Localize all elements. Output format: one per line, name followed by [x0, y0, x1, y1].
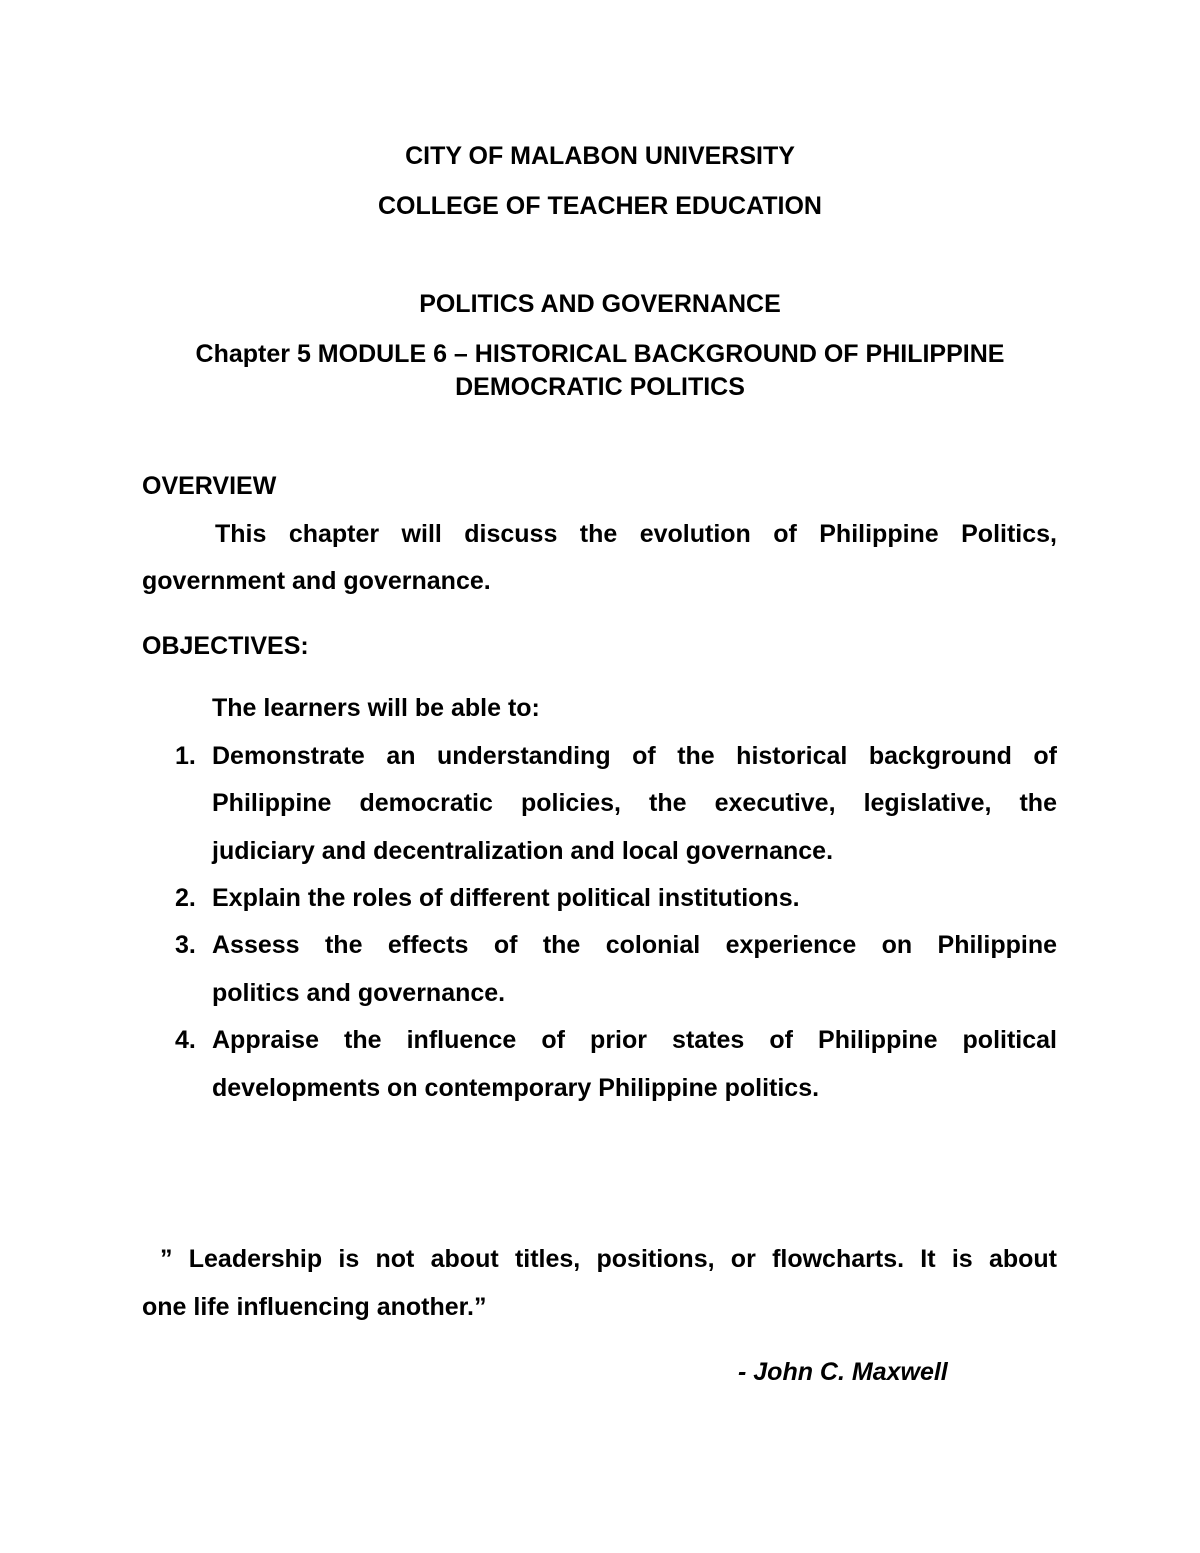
college-name: COLLEGE OF TEACHER EDUCATION: [378, 192, 822, 220]
objectives-intro: The learners will be able to:: [212, 694, 540, 722]
quote-line1: ” Leadership is not about titles, positions, or flowcharts. It is about: [160, 1245, 1057, 1273]
objective-line: judiciary and decentralization and local governance.: [212, 837, 834, 865]
chapter-title-line1: Chapter 5 MODULE 6 – HISTORICAL BACKGROUND OF PHILIPPINE: [195, 340, 1005, 368]
objective-line: Philippine democratic policies, the executive, legislative, the: [212, 789, 1057, 817]
university-name: CITY OF MALABON UNIVERSITY: [405, 142, 795, 170]
objective-number: 3.: [175, 931, 196, 959]
objective-line: developments on contemporary Philippine politics.: [212, 1074, 820, 1102]
overview-text-line2: government and governance.: [142, 567, 491, 595]
objective-line: Demonstrate an understanding of the historical background of: [212, 742, 1057, 770]
objectives-heading: OBJECTIVES:: [142, 632, 309, 660]
objective-number: 1.: [175, 742, 196, 770]
overview-heading: OVERVIEW: [142, 472, 277, 500]
objective-number: 4.: [175, 1026, 196, 1054]
objective-number: 2.: [175, 884, 196, 912]
objective-line: Explain the roles of different political institutions.: [212, 884, 800, 912]
chapter-title-line2: DEMOCRATIC POLITICS: [455, 373, 745, 401]
quote-author: - John C. Maxwell: [738, 1358, 948, 1386]
objective-line: Appraise the influence of prior states of Philippine political: [212, 1026, 1057, 1054]
course-title: POLITICS AND GOVERNANCE: [419, 290, 781, 318]
overview-text-line1: This chapter will discuss the evolution of Philippine Politics,: [215, 520, 1057, 548]
objective-line: Assess the effects of the colonial experience on Philippine: [212, 931, 1057, 959]
objective-line: politics and governance.: [212, 979, 506, 1007]
quote-line2: one life influencing another.”: [142, 1293, 487, 1321]
